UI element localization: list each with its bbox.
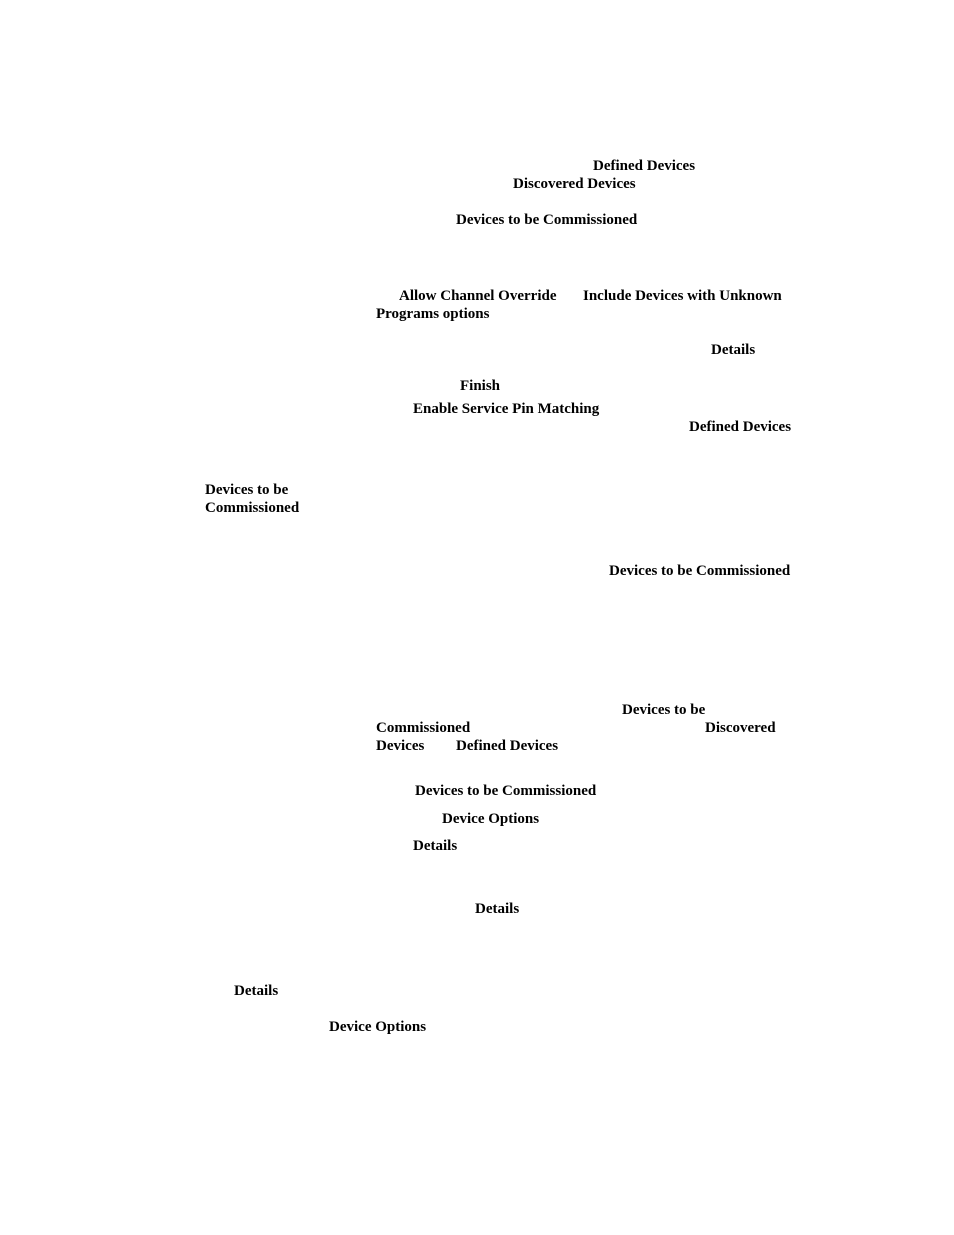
include-devices-unknown-label: Include Devices with Unknown [583,288,782,304]
details-label: Details [234,983,279,999]
device-options-label: Device Options [329,1019,427,1035]
devices-to-be-commissioned-label: Devices to be Commissioned [609,563,791,579]
allow-channel-override-label: Allow Channel Override [399,288,557,304]
programs-options-label: Programs options [376,306,490,322]
details-label: Details [475,901,520,917]
devices-to-be-commissioned-label: Devices to be Commissioned [415,783,597,799]
details-label: Details [413,838,458,854]
devices-label: Devices [376,738,425,754]
defined-devices-label: Defined Devices [593,158,696,174]
discovered-label: Discovered [705,720,776,736]
device-options-label: Device Options [442,811,540,827]
details-label: Details [711,342,756,358]
finish-label: Finish [460,378,501,394]
devices-to-be-commissioned-label: Devices to be Commissioned [456,212,638,228]
devices-to-be-label: Devices to be [622,702,706,718]
defined-devices-label: Defined Devices [689,419,792,435]
discovered-devices-label: Discovered Devices [513,176,636,192]
commissioned-label: Commissioned [205,500,300,516]
enable-service-pin-matching-label: Enable Service Pin Matching [413,401,600,417]
devices-to-be-label: Devices to be [205,482,289,498]
commissioned-label: Commissioned [376,720,471,736]
defined-devices-label: Defined Devices [456,738,559,754]
